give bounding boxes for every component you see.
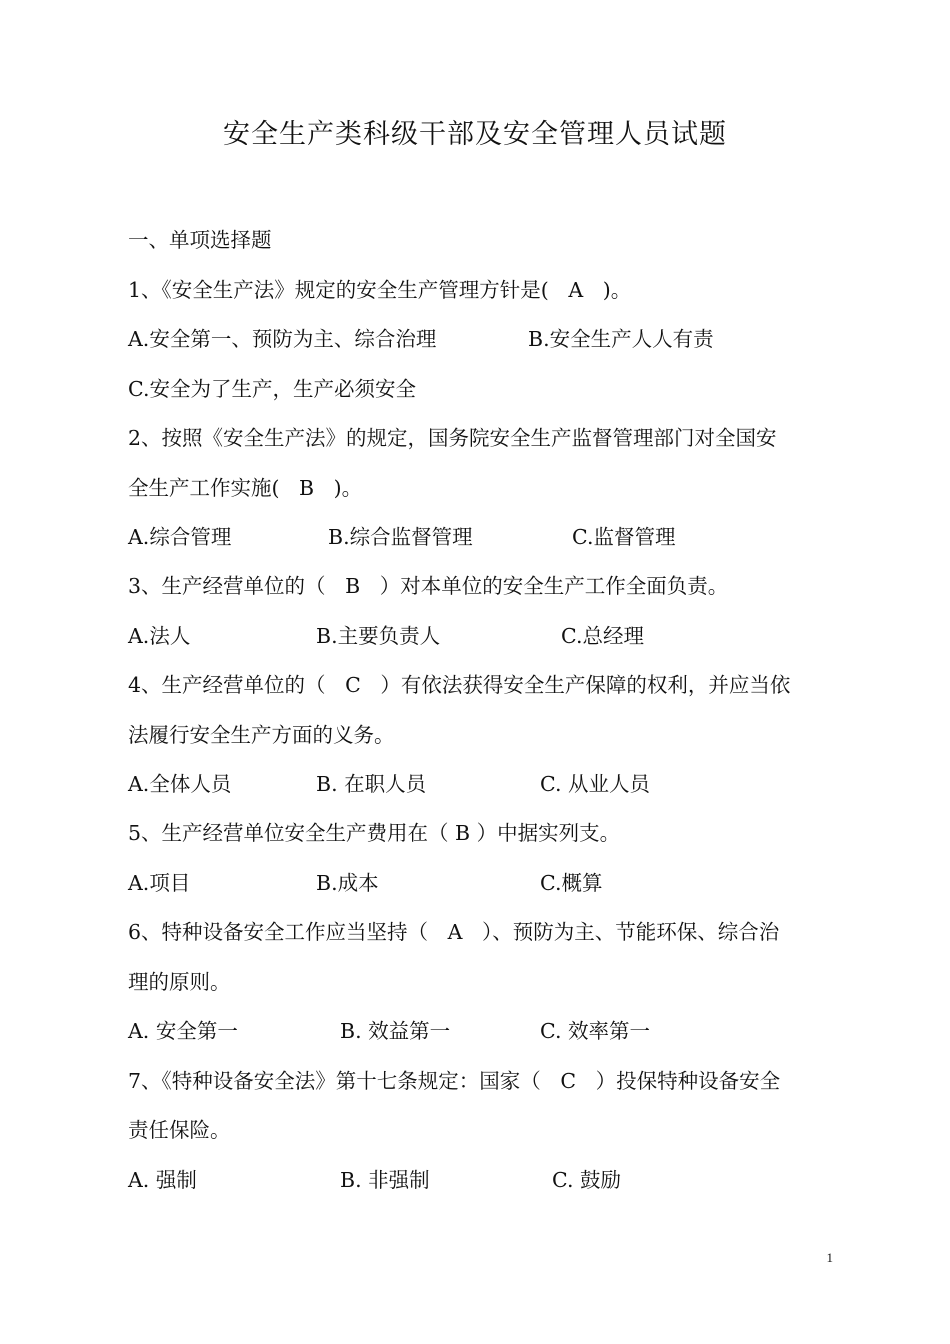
question-1-line-1: 1、《安全生产法》规定的安全生产管理方针是( A )。 (128, 278, 632, 302)
question-2-line-1: 2、按照《安全生产法》的规定，国务院安全生产监督管理部门对全国安 (128, 426, 777, 450)
option-b: B.安全生产人人有责 (528, 327, 714, 351)
option-c: C.总经理 (561, 624, 644, 648)
option-b: B. 在职人员 (316, 772, 427, 796)
question-1-options-row-2 (128, 375, 828, 403)
question-3-line-1: 3、生产经营单位的（ B ）对本单位的安全生产工作全面负责。 (128, 574, 729, 598)
option-c: C. 从业人员 (540, 772, 650, 796)
option-c: C. 效率第一 (540, 1019, 650, 1043)
question-5-options (128, 869, 828, 897)
question-4-options (128, 770, 828, 798)
option-b: B.综合监督管理 (328, 525, 473, 549)
option-a: A.法人 (128, 624, 191, 648)
option-a: A.综合管理 (128, 525, 232, 549)
page-number: 1 (826, 1250, 833, 1265)
option-a: A.安全第一、预防为主、综合治理 (128, 327, 437, 351)
option-c: C.概算 (540, 871, 603, 895)
question-1-options-row-1 (128, 325, 828, 353)
question-5-line-1: 5、生产经营单位安全生产费用在（ B ）中据实列支。 (128, 821, 621, 845)
option-a: A.项目 (128, 871, 191, 895)
question-4-line-1: 4、生产经营单位的（ C ）有依法获得安全生产保障的权利，并应当依 (128, 673, 791, 697)
section-heading: 一、单项选择题 (128, 228, 272, 252)
question-7-line-2: 责任保险。 (128, 1118, 231, 1142)
question-2-line-2: 全生产工作实施( B )。 (128, 476, 363, 500)
option-b: B.成本 (316, 871, 379, 895)
option-a: A.全体人员 (128, 772, 232, 796)
question-6-line-1: 6、特种设备安全工作应当坚持（ A ）、预防为主、节能环保、综合治 (128, 920, 780, 944)
question-3-options (128, 622, 828, 650)
option-c: C.安全为了生产，生产必须安全 (128, 377, 416, 401)
page-title: 安全生产类科级干部及安全管理人员试题 (223, 119, 727, 150)
question-6-options (128, 1017, 828, 1045)
question-4-line-2: 法履行安全生产方面的义务。 (128, 723, 395, 747)
option-b: B. 效益第一 (340, 1019, 451, 1043)
option-b: B. 非强制 (340, 1168, 430, 1192)
question-7-line-1: 7、《特种设备安全法》第十七条规定：国家（ C ）投保特种设备安全 (128, 1069, 781, 1093)
question-7-options (128, 1166, 828, 1194)
question-2-options (128, 523, 828, 551)
question-6-line-2: 理的原则。 (128, 970, 231, 994)
option-c: C.监督管理 (572, 525, 676, 549)
option-b: B.主要负责人 (316, 624, 441, 648)
option-a: A. 安全第一 (128, 1019, 238, 1043)
option-a: A. 强制 (128, 1168, 197, 1192)
option-c: C. 鼓励 (552, 1168, 621, 1192)
